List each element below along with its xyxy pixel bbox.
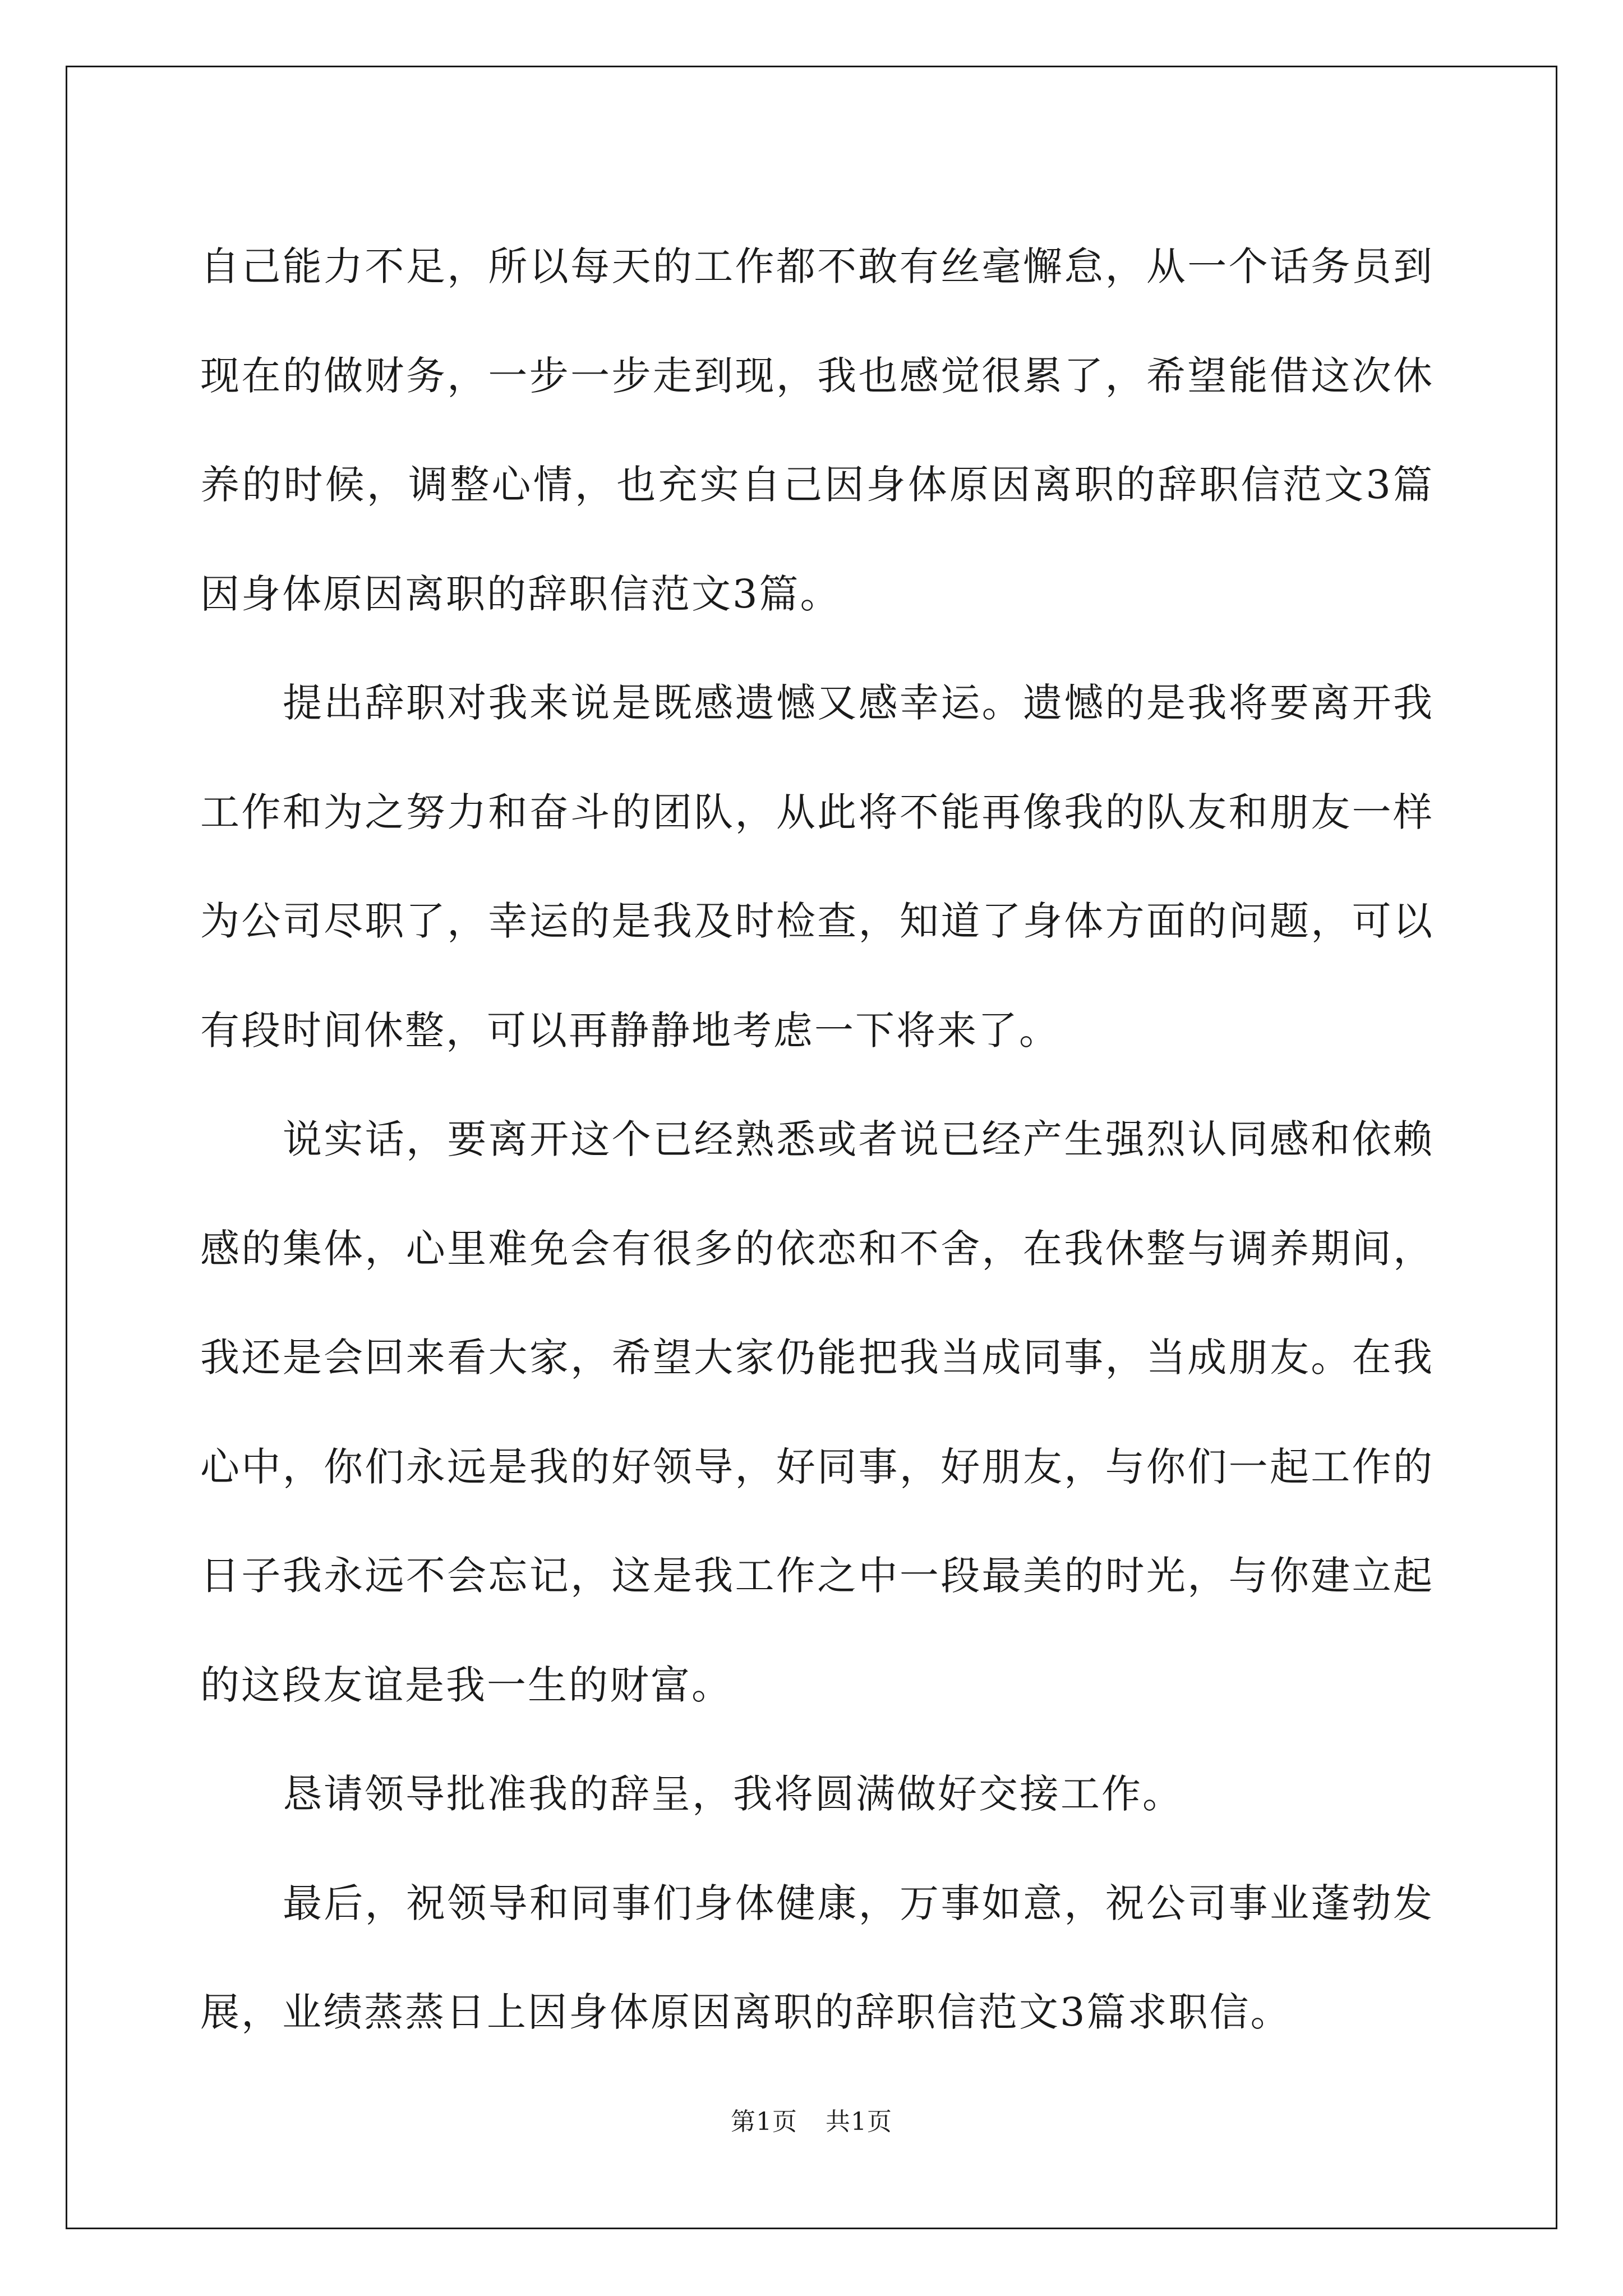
document-body	[200, 212, 1434, 2067]
page-footer	[0, 2101, 1623, 2137]
paragraph-4: 恳请领导批准我的辞呈，我将圆满做好交接工作。	[283, 1771, 1183, 1817]
paragraph-1: 自己能力不足，所以每天的工作都不敢有丝毫懈怠，从一个话务员到现在的做财务，一步一步走到现，我也感觉很累了，希望能借这次休养的时候，调整心情，也充实自己因身体原因离职的辞职信范文3篇因身体原因离职的辞职信范文3篇。	[200, 243, 1434, 617]
page-number-total: 共1页	[826, 2108, 892, 2136]
paragraph-2: 提出辞职对我来说是既感遗憾又感幸运。遗憾的是我将要离开我工作和为之努力和奋斗的团队，从此将不能再像我的队友和朋友一样为公司尽职了，幸运的是我及时检查，知道了身体方面的问题，可以有段时间休整，可以再静静地考虑一下将来了。	[200, 680, 1434, 1053]
page-number-current: 第1页	[731, 2108, 797, 2136]
paragraph-3: 说实话，要离开这个已经熟悉或者说已经产生强烈认同感和依赖感的集体，心里难免会有很多的依恋和不舍，在我休整与调养期间，我还是会回来看大家，希望大家仍能把我当成同事，当成朋友。在我心中，你们永远是我的好领导，好同事，好朋友，与你们一起工作的日子我永远不会忘记，这是我工作之中一段最美的时光，与你建立起的这段友谊是我一生的财富。	[200, 1116, 1434, 1708]
paragraph-5: 最后，祝领导和同事们身体健康，万事如意，祝公司事业蓬勃发展，业绩蒸蒸日上因身体原因离职的辞职信范文3篇求职信。	[200, 1880, 1434, 2035]
